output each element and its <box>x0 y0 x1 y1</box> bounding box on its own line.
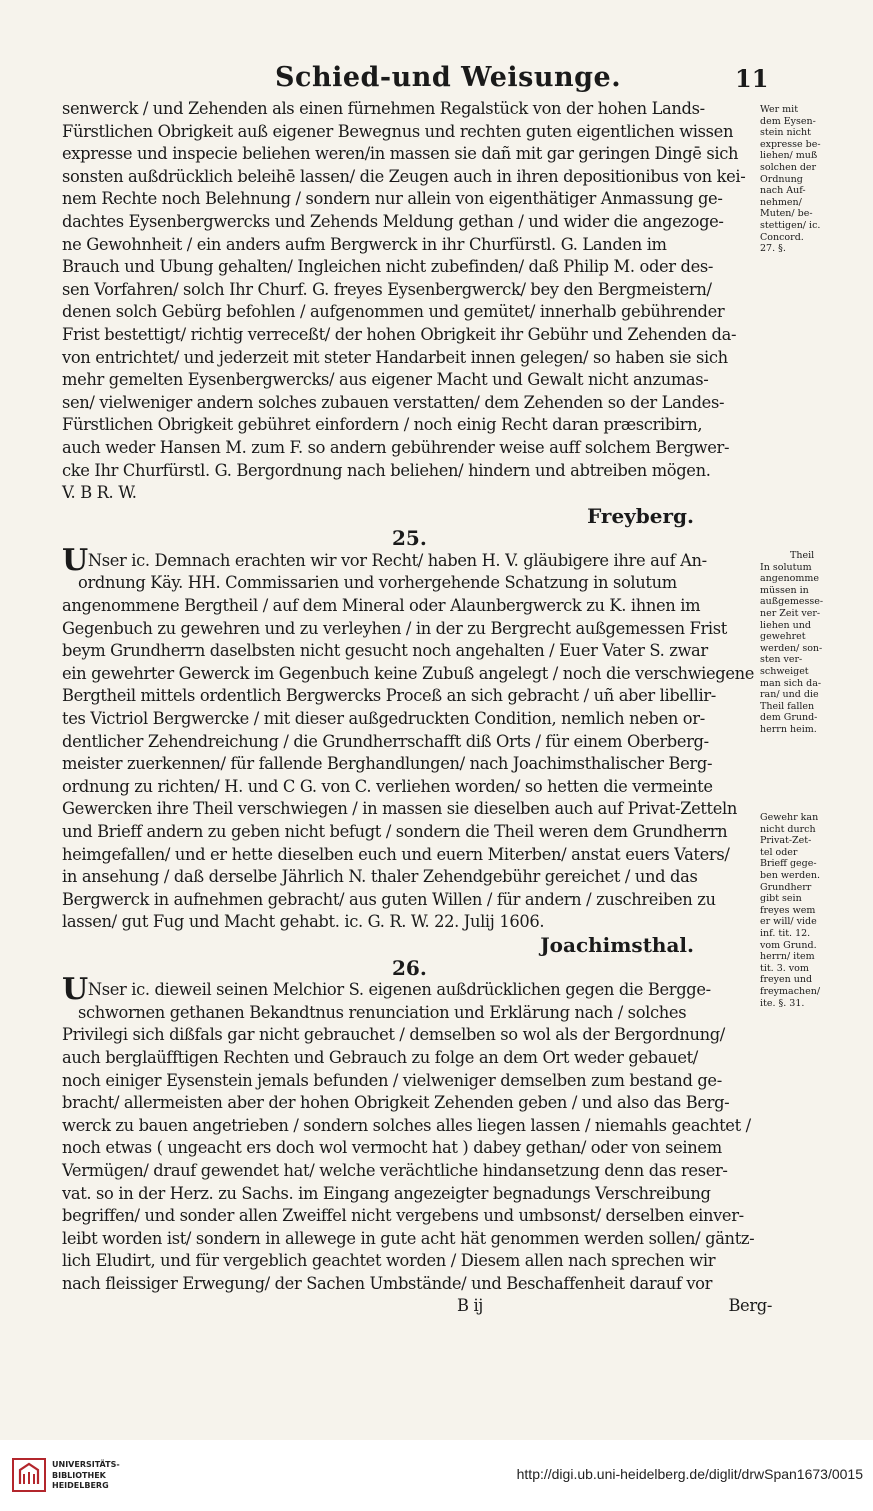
text-line: dachtes Eysenbergwercks und Zehends Meldung gethan / und wider die angezoge- <box>62 211 724 231</box>
text-line: Fürstlichen Obrigkeit auß eigener Bewegnus und rechten guten eigentlichen wissen <box>62 121 734 141</box>
text-line: sonsten außdrücklich beleihē lassen/ die Zeugen auch in ihren depositionibus von kei- <box>62 166 746 186</box>
text-line: noch etwas ( ungeacht ers doch wol vermocht hat ) dabey gethan/ oder von seinem <box>62 1138 722 1158</box>
text-line: nem Rechte noch Belehnung / sondern nur allein von eigenthätiger Anmassung ge- <box>62 189 723 209</box>
university-seal-icon <box>12 1458 46 1492</box>
text-line: senwerck / und Zehenden als einen fürnehmen Regalstück von der hohen Lands- <box>62 99 705 118</box>
text-line: schwornen gethanen Bekandtnus renunciation und Erklärung nach / solches <box>78 1002 687 1022</box>
margin-line: expresse be- <box>760 138 821 150</box>
text-line: mehr gemelten Eysenbergwercks/ aus eigener Macht und Gewalt nicht anzumas- <box>62 370 709 390</box>
section-26-text <box>62 972 762 1295</box>
text-line: von entrichtet/ und jederzeit mit steter Handarbeit innen gelegen/ so haben sie sich <box>62 347 728 367</box>
text-line: sen Vorfahren/ solch Ihr Churf. G. freyes Eysenbergwerck/ bey den Bergmeistern/ <box>62 279 712 299</box>
text-line: Gewercken ihre Theil verschwiegen / in massen sie dieselben auch auf Privat-Zetteln <box>62 799 738 819</box>
margin-note-2 <box>760 550 870 736</box>
margin-line: ite. §. 31. <box>760 997 805 1009</box>
drop-initial: U <box>62 972 88 1008</box>
margin-line: nach Auf- <box>760 185 806 197</box>
text-line: Privilegi sich dißfals gar nicht gebrauchet / demselben so wol als der Bergordnung/ <box>62 1025 725 1045</box>
margin-line: ner Zeit ver- <box>760 607 821 619</box>
text-line: sen/ vielweniger andern solches zubauen verstatten/ dem Zehenden so der Landes- <box>62 392 725 412</box>
viewer-footer <box>0 1440 873 1511</box>
text-line: Brauch und Ubung gehalten/ Ingleichen nicht zubefinden/ daß Philip M. oder des- <box>62 257 714 277</box>
margin-line: Grundherr <box>760 881 812 893</box>
text-line: Fürstlichen Obrigkeit gebühret einfordern / noch einig Recht daran præscribirn, <box>62 415 703 435</box>
logo-line: UNIVERSITÄTS- <box>52 1460 120 1469</box>
text-line: begriffen/ und sonder allen Zweiffel nicht vergebens und umbsonst/ derselben einver- <box>62 1206 744 1226</box>
margin-line: angenomme <box>760 573 819 585</box>
text-line: werck zu bauen angetrieben / sondern solches alles liegen lassen / niemahls geachtet / <box>62 1115 751 1135</box>
text-line: beym Grundherrn daselbsten nicht gesucht noch angehalten / Euer Vater S. zwar <box>62 641 708 661</box>
margin-line: stettigen/ ic. <box>760 219 821 231</box>
opening-paragraph <box>62 98 762 505</box>
text-line: ein gewehrter Gewerck im Gegenbuch keine Zubuß angelegt / noch die verschwiegene <box>62 663 755 683</box>
section-number: 26. <box>392 955 427 980</box>
text-line: Vermügen/ drauf gewendet hat/ welche verächtliche hindansetzung denn das reser- <box>62 1160 728 1180</box>
margin-line: liehen/ muß <box>760 150 818 162</box>
margin-line: gibt sein <box>760 893 802 905</box>
signature-line <box>62 1295 772 1318</box>
margin-line: gewehret <box>760 631 806 643</box>
margin-line: Brieff gege- <box>760 858 817 870</box>
margin-line: dem Grund- <box>760 712 818 724</box>
text-line <box>62 972 762 1008</box>
text-line: vat. so in der Herz. zu Sachs. im Eingang angezeigter begnadungs Verschreibung <box>62 1183 711 1203</box>
margin-line: tel oder <box>760 846 798 858</box>
margin-line: inf. tit. 12. <box>760 927 811 939</box>
margin-line: 27. §. <box>760 243 786 255</box>
margin-line: Privat-Zet- <box>760 835 812 847</box>
margin-line: Gewehr kan <box>760 812 819 823</box>
text-line: cke Ihr Churfürstl. G. Bergordnung nach beliehen/ hindern und abtreiben mögen. <box>62 460 711 480</box>
logo-line: HEIDELBERG <box>52 1481 109 1490</box>
margin-line: herrn/ item <box>760 951 815 963</box>
header-title: Schied-und Weisunge. <box>275 62 622 93</box>
margin-line: solchen der <box>760 161 817 173</box>
text-line: noch einiger Eysenstein jemals befunden / vielweniger demselben zum bestand ge- <box>62 1070 722 1090</box>
catchword: Berg- <box>728 1296 772 1316</box>
text-line: lassen/ gut Fug und Macht gehabt. ic. G. R. W. 22. Julij 1606. <box>62 912 545 932</box>
text-line: angenommene Bergtheil / auf dem Mineral oder Alaunbergwerck zu K. ihnen im <box>62 596 701 616</box>
text-line: Gegenbuch zu gewehren und zu verleyhen / in der zu Bergrecht außgemessen Frist <box>62 618 727 638</box>
margin-line: Wer mit <box>760 104 799 115</box>
section-place-heading: Freyberg. <box>587 503 694 528</box>
margin-line: nehmen/ <box>760 196 802 208</box>
text-line: Frist bestettigt/ richtig verreceßt/ der hohen Obrigkeit ihr Gebühr und Zehenden da- <box>62 324 737 344</box>
running-header <box>0 60 873 100</box>
margin-line: werden/ son- <box>760 642 823 654</box>
margin-line: nicht durch <box>760 823 816 835</box>
text-line: auch weder Hansen M. zum F. so andern gebührender weise auff solchem Bergwer- <box>62 437 730 457</box>
margin-line: Theil fallen <box>760 700 815 712</box>
text-line: leibt worden ist/ sondern in allewege in gute acht hät genommen werden sollen/ gäntz- <box>62 1228 755 1248</box>
margin-line: Concord. <box>760 231 804 243</box>
text-line: Bergwerck in aufnehmen gebracht/ aus guten Willen / für andern / zuschreiben zu <box>62 889 716 909</box>
margin-line: müssen in <box>760 584 809 596</box>
margin-line: freyes wem <box>760 904 816 916</box>
text-line: ordnung Käy. HH. Commissarien und vorhergehende Schatzung in solutum <box>78 573 677 593</box>
text-line: auch berglaüfftigen Rechten und Gebrauch zu folge an dem Ort weder gebauet/ <box>62 1047 698 1067</box>
text-line: ne Gewohnheit / ein anders aufm Bergwerck in ihr Churfürstl. G. Landen im <box>62 234 667 254</box>
text-line: dentlicher Zehendreichung / die Grundherrschafft diß Orts / für einem Oberberg- <box>62 731 709 751</box>
text-line: ordnung zu richten/ H. und C G. von C. verliehen worden/ so hetten die vermeinte <box>62 776 713 796</box>
text-line: Bergtheil mittels ordentlich Bergwercks Proceß an sich gebracht / uñ aber libellir- <box>62 686 716 706</box>
margin-line: Muten/ be- <box>760 208 813 220</box>
text-body <box>62 98 772 1318</box>
signature-mark: B ij <box>457 1296 483 1316</box>
margin-line: dem Eysen- <box>760 115 816 127</box>
text-line: expresse und inspecie beliehen weren/in massen sie dañ mit gar geringen Dingē sich <box>62 144 739 164</box>
text-line: in ansehung / daß derselbe Jährlich N. thaler Zehendgebühr gereichet / und das <box>62 867 698 887</box>
library-logo-text <box>52 1460 120 1492</box>
text-line: meister zuerkennen/ für fallende Berghandlungen/ nach Joachimsthalischer Berg- <box>62 754 713 774</box>
section-25-text <box>62 542 762 934</box>
text-line: denen solch Gebürg befohlen / aufgenommen und gemütet/ innerhalb gebührender <box>62 302 725 322</box>
margin-line: Ordnung <box>760 173 803 185</box>
text-line: tes Victriol Bergwercke / mit dieser außgedruckten Condition, nemlich neben or- <box>62 709 705 729</box>
text-line: bracht/ allermeisten aber der hohen Obrigkeit Zehenden geben / und also das Berg- <box>62 1093 730 1113</box>
drop-initial: U <box>62 542 88 578</box>
margin-line: liehen und <box>760 619 811 631</box>
text-line: lich Eludirt, und für vergeblich geachtet worden / Diesem allen nach sprechen wir <box>62 1251 716 1271</box>
margin-line: freymachen/ <box>760 985 821 997</box>
text-line: heimgefallen/ und er hette dieselben euch und euern Miterben/ anstat euers Vaters/ <box>62 844 730 864</box>
text-line-content: Nser ic. dieweil seinen Melchior S. eigenen außdrücklichen gegen die Bergge- <box>87 980 711 1000</box>
margin-line: herrn heim. <box>760 723 817 735</box>
margin-line: ben werden. <box>760 869 820 881</box>
text-line-content: Nser ic. Demnach erachten wir vor Recht/ haben H. V. gläubigere ihre auf An- <box>87 550 707 570</box>
margin-line: Theil <box>790 550 815 561</box>
margin-line: stein nicht <box>760 127 811 139</box>
margin-note-1 <box>760 104 870 255</box>
margin-line: sten ver- <box>760 654 803 666</box>
margin-note-3 <box>760 812 870 1009</box>
text-line <box>62 542 762 578</box>
logo-line: BIBLIOTHEK <box>52 1470 106 1480</box>
margin-line: In solutum <box>760 561 812 573</box>
margin-line: vom Grund. <box>760 939 817 951</box>
margin-line: freyen und <box>760 974 813 986</box>
text-line: und Brieff andern zu geben nicht befugt / sondern die Theil weren dem Grundherrn <box>62 822 728 841</box>
page-number: 11 <box>735 64 769 93</box>
section-number: 25. <box>392 526 427 551</box>
permalink-url[interactable]: http://digi.ub.uni-heidelberg.de/diglit/drwSpan1673/0015 <box>516 1466 863 1482</box>
margin-line: tit. 3. vom <box>760 962 809 974</box>
margin-line: außgemesse- <box>760 596 824 608</box>
margin-line: er will/ vide <box>760 916 817 928</box>
text-line: nach fleissiger Erwegung/ der Sachen Umbstände/ und Beschaffenheit darauf vor <box>62 1273 713 1293</box>
section-place-heading: Joachimsthal. <box>540 932 694 957</box>
margin-line: schweiget <box>760 665 809 677</box>
margin-line: ran/ und die <box>760 689 819 701</box>
margin-line: man sich da- <box>760 677 822 689</box>
text-line: V. B R. W. <box>62 483 137 503</box>
